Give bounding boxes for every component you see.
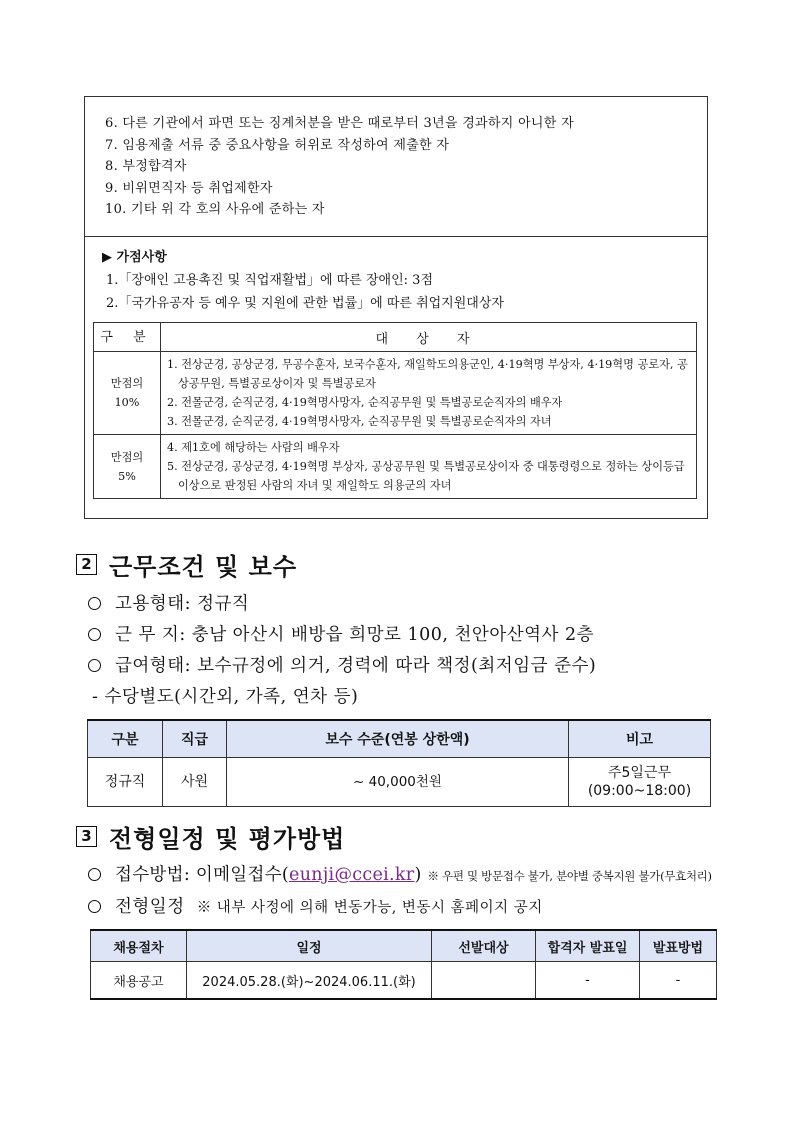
table-row xyxy=(88,758,711,807)
table-header-cell: 선발대상 xyxy=(432,930,536,962)
table-header-cell: 대 상 자 xyxy=(161,323,697,352)
circle-bullet-icon xyxy=(88,868,101,881)
bullet-text: 전형일정 xyxy=(115,897,185,917)
table-header-row xyxy=(88,720,711,758)
application-note: ※ 우편 및 방문접수 불가, 분야별 중복지원 불가(무효처리) xyxy=(427,869,712,883)
table-header-cell: 합격자 발표일 xyxy=(536,930,640,962)
bullet-text: 급여형태: 보수규정에 의거, 경력에 따라 책정(최저임금 준수) xyxy=(115,656,597,676)
disqualification-item: 6. 다른 기관에서 파면 또는 징계처분을 받은 때로부터 3년을 경과하지 아니한 자 xyxy=(105,116,574,131)
section-title: 전형일정 및 평가방법 xyxy=(109,824,346,853)
section-number-box: 2 xyxy=(76,554,97,575)
list-item: 3. 전몰군경, 순직군경, 4·19혁명사망자, 순직공무원 및 특별공로순직자의 자녀 xyxy=(167,415,552,428)
list-item: 2. 전몰군경, 순직군경, 4·19혁명사망자, 순직공무원 및 특별공로순직자의 배우자 xyxy=(167,396,563,409)
table-header-cell: 발표방법 xyxy=(640,930,717,962)
table-cell: - xyxy=(536,962,640,1000)
table-key-cell xyxy=(94,435,161,499)
table-cell: 2024.05.28.(화)~2024.06.11.(화) xyxy=(187,962,432,1000)
circle-bullet-icon xyxy=(88,659,101,672)
bullet-text: ) xyxy=(414,865,422,885)
table-header-cell: 채용절차 xyxy=(91,930,187,962)
section-number-box: 3 xyxy=(76,826,97,847)
table-value-cell xyxy=(161,352,697,435)
table-header-row xyxy=(91,930,717,962)
key-line: 5% xyxy=(118,469,136,483)
list-item: 1. 전상군경, 공상군경, 무공수훈자, 보국수훈자, 재일학도의용군인, 4·19혁명 부상자, 4·19혁명 공로자, 공상공무원, 특별공로상이자 및 특별공로자 xyxy=(167,358,688,390)
key-line: 만점의 xyxy=(110,450,144,464)
bullet-text: 접수방법: 이메일접수( xyxy=(115,865,290,885)
eligibility-box xyxy=(84,96,708,519)
table-header-cell: 구분 xyxy=(88,720,163,758)
note-line: 주5일근무 xyxy=(607,765,671,781)
table-cell: 정규직 xyxy=(88,758,163,807)
bullet-employment-type xyxy=(88,590,249,618)
table-header-cell: 일정 xyxy=(187,930,432,962)
pay-table xyxy=(87,719,711,807)
disqualification-item: 8. 부정합격자 xyxy=(105,159,187,174)
note-line: (09:00~18:00) xyxy=(587,783,692,799)
bonus-points-item: 1.「장애인 고용촉진 및 직업재활법」에 따른 장애인: 3점 xyxy=(106,273,434,288)
bonus-points-section xyxy=(85,237,707,315)
schedule-note: ※ 내부 사정에 의해 변동가능, 변동시 홈페이지 공지 xyxy=(196,900,543,916)
table-cell xyxy=(432,962,536,1000)
table-cell xyxy=(569,758,711,807)
bullet-text: 고용형태: 정규직 xyxy=(115,594,250,614)
bonus-points-item: 2.「국가유공자 등 예우 및 지원에 관한 법률」에 따른 취업지원대상자 xyxy=(106,296,504,311)
disqualification-item: 7. 임용제출 서류 중 중요사항을 허위로 작성하여 제출한 자 xyxy=(105,137,450,153)
email-link[interactable]: eunji@ccei.kr xyxy=(289,865,415,885)
bullet-salary-type xyxy=(88,652,596,680)
bonus-points-table xyxy=(93,322,697,499)
list-item: 4. 제1호에 해당하는 사람의 배우자 xyxy=(167,441,340,454)
table-row xyxy=(91,962,717,1000)
bullet-application-method xyxy=(88,861,712,889)
bonus-points-title: ▶ 가점사항 xyxy=(102,250,167,265)
schedule-table xyxy=(90,929,717,1000)
circle-bullet-icon xyxy=(88,628,101,641)
bullet-text: 근 무 지: 충남 아산시 배방읍 희망로 100, 천안아산역사 2층 xyxy=(115,625,595,645)
table-cell: 사원 xyxy=(163,758,227,807)
disqualification-item: 10. 기타 위 각 호의 사유에 준하는 자 xyxy=(105,202,325,217)
table-header-row xyxy=(94,323,697,352)
table-header-cell: 비고 xyxy=(569,720,711,758)
bullet-schedule xyxy=(88,893,543,921)
section-2-heading xyxy=(76,548,297,580)
bullet-workplace xyxy=(88,621,594,649)
circle-bullet-icon xyxy=(88,597,101,610)
list-item: 5. 전상군경, 공상군경, 4·19혁명 부상자, 공상공무원 및 특별공로상이자 중 대통령령으로 정하는 상이등급 이상으로 판정된 사람의 자녀 및 재일학도 의용군의 자녀 xyxy=(167,460,685,492)
circle-bullet-icon xyxy=(88,900,101,913)
table-value-cell xyxy=(161,435,697,499)
disqualification-item: 9. 비위면직자 등 취업제한자 xyxy=(105,180,273,196)
table-cell: ~ 40,000천원 xyxy=(227,758,569,807)
allowance-note: - 수당별도(시간외, 가족, 연차 등) xyxy=(92,687,359,707)
table-key-cell xyxy=(94,352,161,435)
section-3-heading xyxy=(76,820,345,852)
section-title: 근무조건 및 보수 xyxy=(109,552,297,581)
table-cell: 채용공고 xyxy=(91,962,187,1000)
key-line: 만점의 xyxy=(110,377,144,390)
table-header-cell: 직급 xyxy=(163,720,227,758)
table-header-cell: 보수 수준(연봉 상한액) xyxy=(227,720,569,758)
table-row xyxy=(94,435,697,499)
key-line: 10% xyxy=(114,396,140,409)
table-cell: - xyxy=(640,962,717,1000)
table-row xyxy=(94,352,697,435)
table-header-cell: 구 분 xyxy=(94,323,161,352)
disqualification-list xyxy=(85,97,707,237)
